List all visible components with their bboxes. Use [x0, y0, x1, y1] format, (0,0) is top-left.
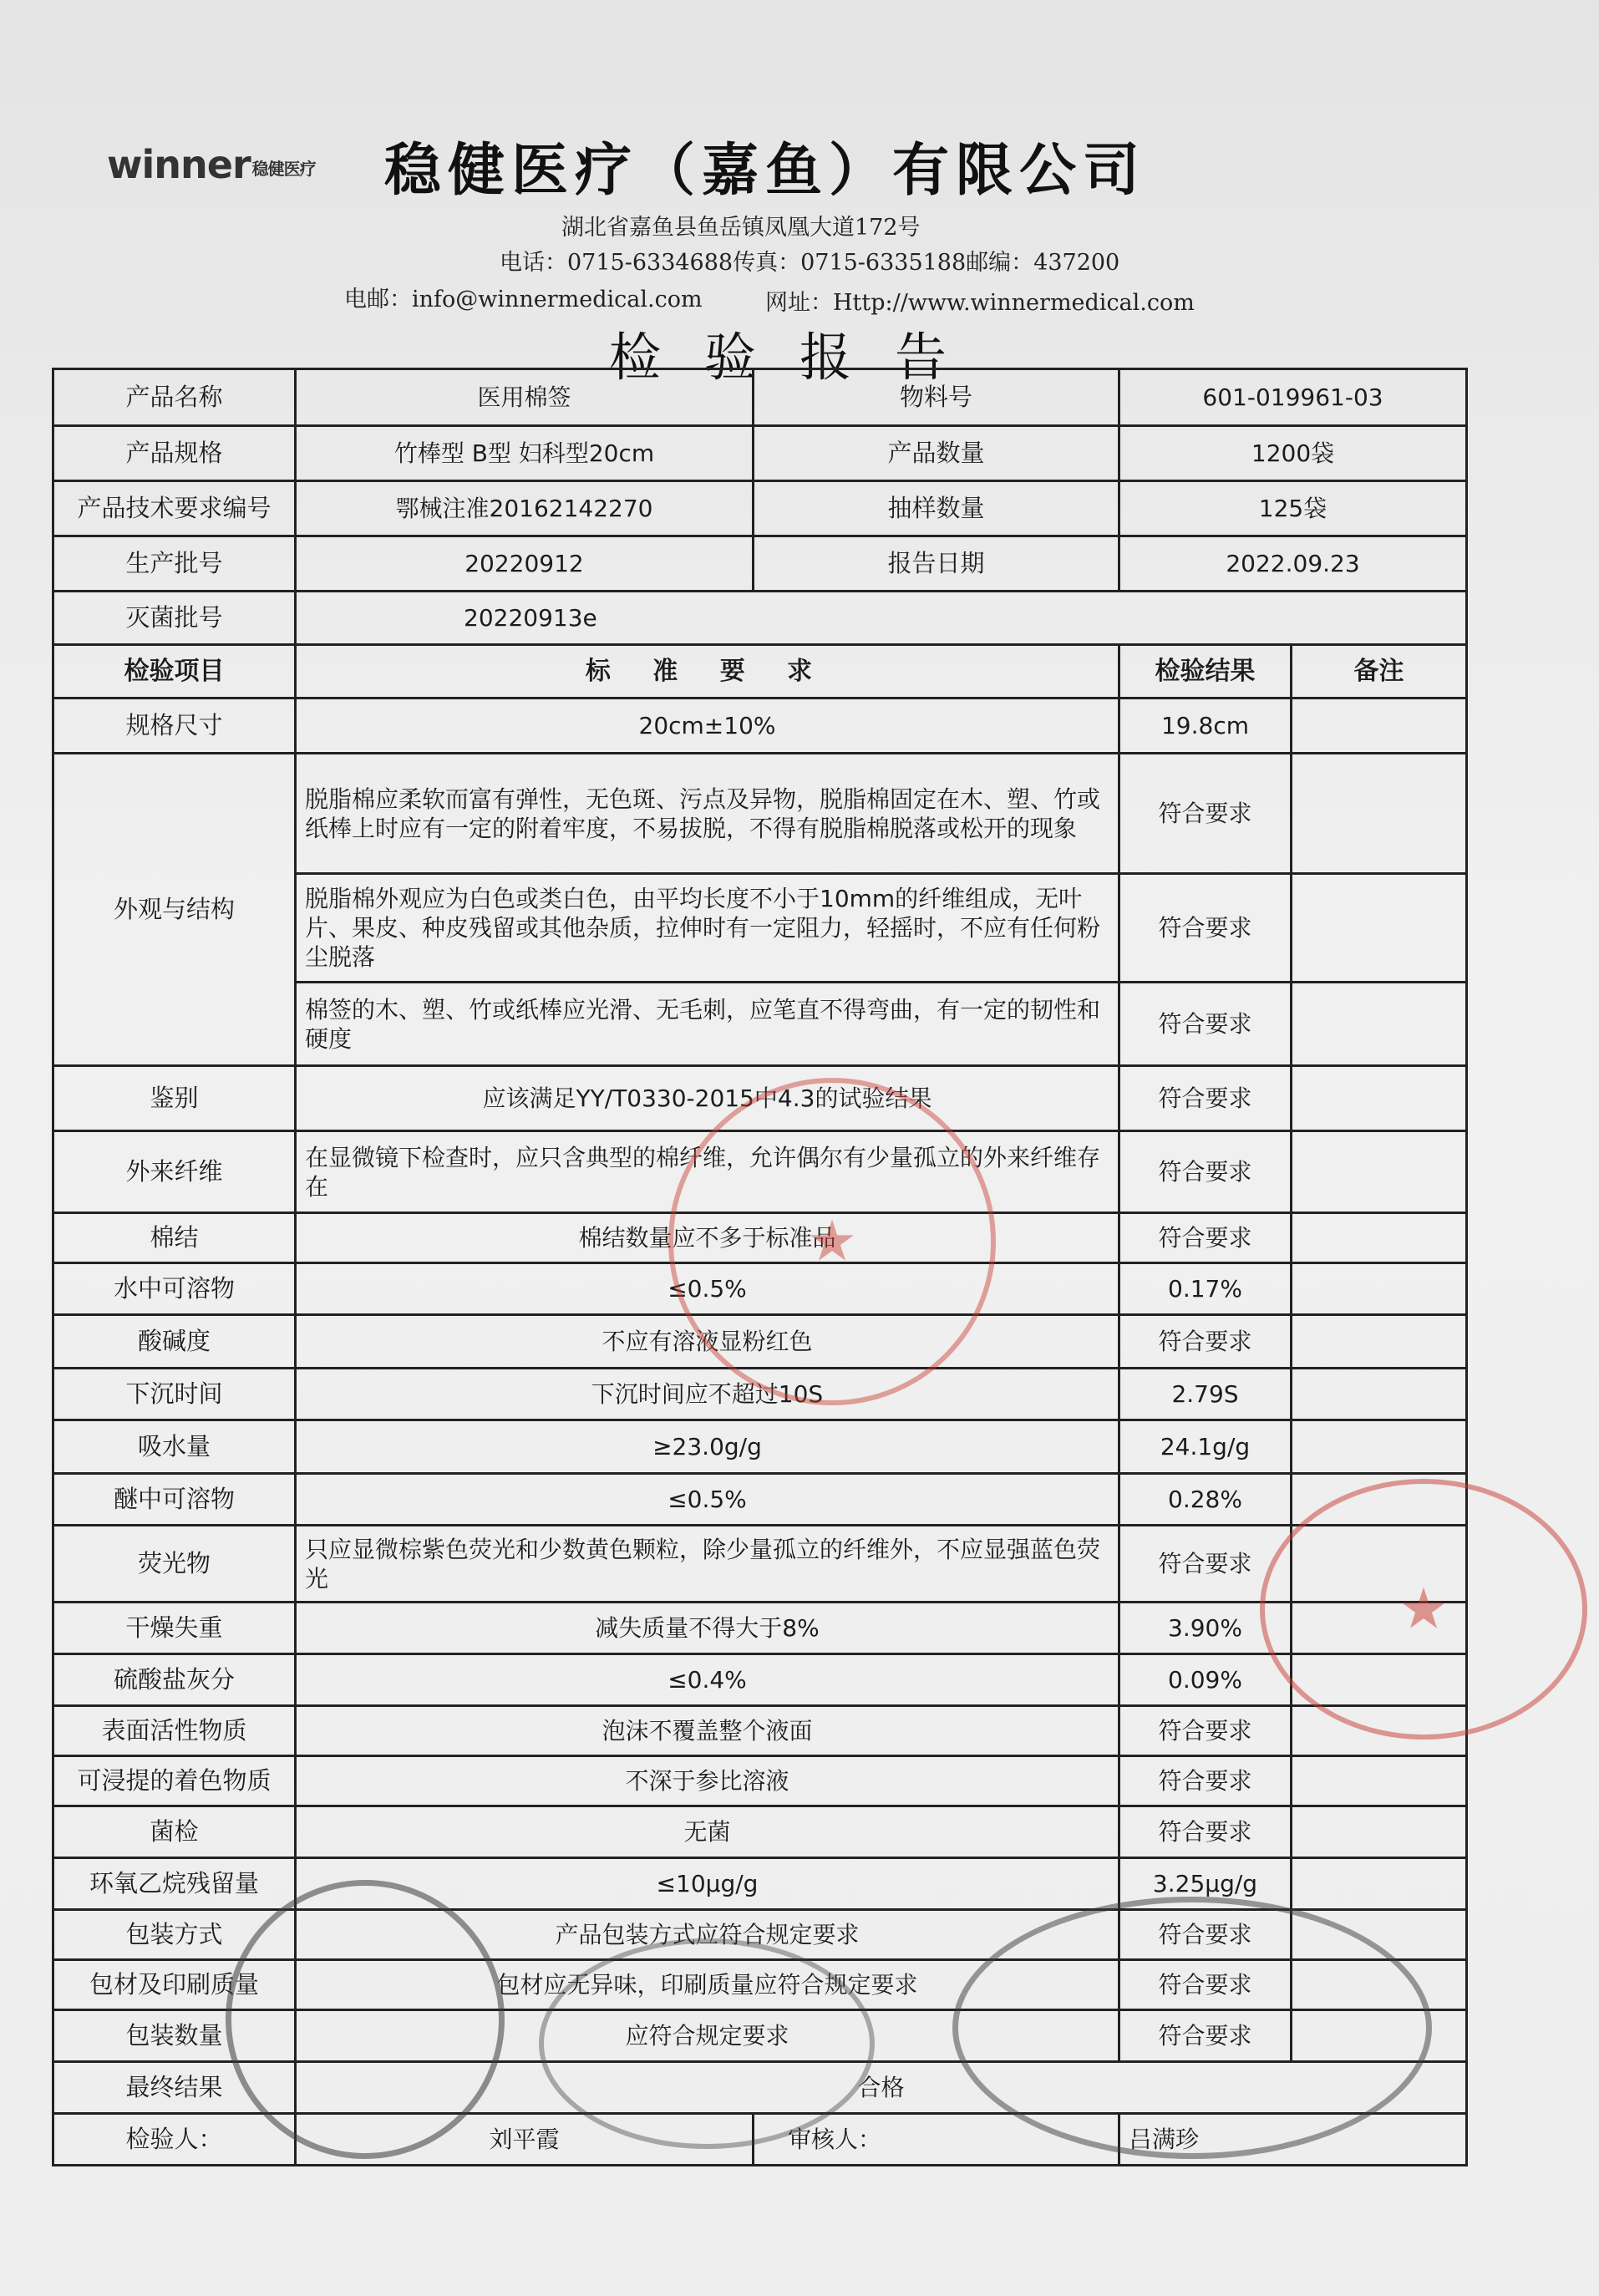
- item-remark: [1292, 1420, 1467, 1474]
- item-label: 水中可溶物: [53, 1263, 296, 1315]
- cell-label: 生产批号: [53, 536, 296, 592]
- item-remark: [1292, 1315, 1467, 1369]
- item-result: 符合要求: [1119, 1213, 1292, 1263]
- star-icon: ★: [810, 1212, 855, 1271]
- company-address: 湖北省嘉鱼县鱼岳镇凤凰大道172号: [561, 215, 921, 241]
- table-row: [53, 698, 1467, 754]
- item-standard: ≤0.4%: [296, 1654, 1119, 1706]
- item-standard: 下沉时间应不超过10S: [296, 1369, 1119, 1420]
- logo-cn: 稳健医疗: [251, 159, 316, 179]
- item-remark: [1292, 1706, 1467, 1756]
- table-row: [53, 426, 1467, 481]
- item-label: 吸水量: [53, 1420, 296, 1474]
- cell-value: 125袋: [1119, 481, 1467, 536]
- item-label: 包材及印刷质量: [53, 1960, 296, 2010]
- table-row: [53, 1263, 1467, 1315]
- item-standard: 只应显微棕紫色荧光和少数黄色颗粒，除少量孤立的纤维外，不应显强蓝色荧光: [296, 1526, 1119, 1603]
- item-result: 符合要求: [1119, 1706, 1292, 1756]
- item-remark: [1292, 1066, 1467, 1131]
- item-standard: 应该满足YY/T0330-2015中4.3的试验结果: [296, 1066, 1119, 1131]
- item-standard: 应符合规定要求: [296, 2010, 1119, 2062]
- item-result: 符合要求: [1119, 1756, 1292, 1806]
- item-remark: [1292, 1910, 1467, 1960]
- company-logo: [107, 142, 316, 187]
- item-remark: [1292, 754, 1467, 874]
- item-result: 19.8cm: [1119, 698, 1292, 754]
- item-remark: [1292, 1960, 1467, 2010]
- item-result: 符合要求: [1119, 1526, 1292, 1603]
- table-row: [53, 1066, 1467, 1131]
- item-standard: 不应有溶液显粉红色: [296, 1315, 1119, 1369]
- table-row: [53, 1706, 1467, 1756]
- item-label: 棉结: [53, 1213, 296, 1263]
- inspector-label: 检验人：: [53, 2114, 296, 2166]
- table-row: [53, 536, 1467, 592]
- company-name: 稳健医疗（嘉鱼）有限公司: [384, 137, 1147, 204]
- item-standard: 棉签的木、塑、竹或纸棒应光滑、无毛刺，应笔直不得弯曲，有一定的韧性和硬度: [296, 983, 1119, 1066]
- item-standard: 包材应无异味，印刷质量应符合规定要求: [296, 1960, 1119, 2010]
- item-result: 符合要求: [1119, 754, 1292, 874]
- item-label: 硫酸盐灰分: [53, 1654, 296, 1706]
- item-standard: ≤0.5%: [296, 1474, 1119, 1526]
- item-result: 符合要求: [1119, 1806, 1292, 1858]
- item-remark: [1292, 1213, 1467, 1263]
- item-remark: [1292, 1131, 1467, 1213]
- item-result: 0.09%: [1119, 1654, 1292, 1706]
- table-row: [53, 1858, 1467, 1910]
- table-row: [53, 1910, 1467, 1960]
- table-row: [53, 1603, 1467, 1654]
- table-row: [53, 1315, 1467, 1369]
- cell-value: 601-019961-03: [1119, 369, 1467, 426]
- table-row: [53, 1960, 1467, 2010]
- item-label: 规格尺寸: [53, 698, 296, 754]
- item-label: 可浸提的着色物质: [53, 1756, 296, 1806]
- item-remark: [1292, 1369, 1467, 1420]
- item-remark: [1292, 1756, 1467, 1806]
- cell-value: 20220912: [296, 536, 754, 592]
- table-row: [53, 1420, 1467, 1474]
- signature-row: [53, 2114, 1467, 2166]
- item-standard: 泡沫不覆盖整个液面: [296, 1706, 1119, 1756]
- table-row: [53, 2010, 1467, 2062]
- cell-label: 产品规格: [53, 426, 296, 481]
- item-result: 符合要求: [1119, 1910, 1292, 1960]
- cell-value: 竹棒型 B型 妇科型20cm: [296, 426, 754, 481]
- item-result: 符合要求: [1119, 983, 1292, 1066]
- table-row: [53, 1654, 1467, 1706]
- item-label: 外观与结构: [53, 754, 296, 1066]
- table-row: [53, 1474, 1467, 1526]
- item-remark: [1292, 874, 1467, 983]
- item-standard: ≤0.5%: [296, 1263, 1119, 1315]
- item-remark: [1292, 2010, 1467, 2062]
- table-row: [53, 754, 1467, 874]
- item-result: 3.90%: [1119, 1603, 1292, 1654]
- table-row: [53, 1213, 1467, 1263]
- table-row: [53, 1369, 1467, 1420]
- item-result: 0.17%: [1119, 1263, 1292, 1315]
- item-result: 符合要求: [1119, 1960, 1292, 2010]
- item-standard: 脱脂棉应柔软而富有弹性，无色斑、污点及异物，脱脂棉固定在木、塑、竹或纸棒上时应有一定的附着牢度，不易拔脱，不得有脱脂棉脱落或松开的现象: [296, 754, 1119, 874]
- item-remark: [1292, 983, 1467, 1066]
- item-result: 符合要求: [1119, 1066, 1292, 1131]
- table-header-row: [53, 645, 1467, 698]
- item-result: 0.28%: [1119, 1474, 1292, 1526]
- header-standard: 标 准 要 求: [296, 645, 1119, 698]
- star-icon: ★: [1401, 1580, 1446, 1638]
- table-row: [53, 1756, 1467, 1806]
- item-standard: 无菌: [296, 1806, 1119, 1858]
- cell-label: 灭菌批号: [53, 592, 296, 645]
- cell-value: 鄂械注准20162142270: [296, 481, 754, 536]
- item-label: 表面活性物质: [53, 1706, 296, 1756]
- header-remark: 备注: [1292, 645, 1467, 698]
- header-item: 检验项目: [53, 645, 296, 698]
- cell-label: 报告日期: [754, 536, 1119, 592]
- item-standard: 减失质量不得大于8%: [296, 1603, 1119, 1654]
- item-standard: 脱脂棉外观应为白色或类白色，由平均长度不小于10mm的纤维组成，无叶片、果皮、种皮残留或其他杂质，拉伸时有一定阻力，轻摇时，不应有任何粉尘脱落: [296, 874, 1119, 983]
- item-standard: ≤10μg/g: [296, 1858, 1119, 1910]
- item-result: 24.1g/g: [1119, 1420, 1292, 1474]
- item-label: 菌检: [53, 1806, 296, 1858]
- inspection-table: [52, 368, 1468, 2166]
- item-label: 下沉时间: [53, 1369, 296, 1420]
- cell-label: 产品名称: [53, 369, 296, 426]
- item-result: 2.79S: [1119, 1369, 1292, 1420]
- item-label: 干燥失重: [53, 1603, 296, 1654]
- logo-text: winner: [107, 142, 251, 187]
- item-result: 符合要求: [1119, 1315, 1292, 1369]
- cell-value: 20220913e: [296, 592, 1467, 645]
- company-phone: 电话：0715-6334688传真：0715-6335188邮编：437200: [500, 250, 1120, 276]
- item-remark: [1292, 1858, 1467, 1910]
- item-remark: [1292, 1263, 1467, 1315]
- company-website: 网址：Http://www.winnermedical.com: [765, 290, 1195, 316]
- item-remark: [1292, 1474, 1467, 1526]
- item-result: 符合要求: [1119, 2010, 1292, 2062]
- reviewer-name: 吕满珍: [1119, 2114, 1467, 2166]
- item-standard: 不深于参比溶液: [296, 1756, 1119, 1806]
- item-standard: 在显微镜下检查时，应只含典型的棉纤维，允许偶尔有少量孤立的外来纤维存在: [296, 1131, 1119, 1213]
- table-row: [53, 1131, 1467, 1213]
- table-row: [53, 592, 1467, 645]
- table-row: [53, 1806, 1467, 1858]
- cell-label: 产品数量: [754, 426, 1119, 481]
- item-result: 符合要求: [1119, 1131, 1292, 1213]
- item-result: 3.25μg/g: [1119, 1858, 1292, 1910]
- cell-value: 2022.09.23: [1119, 536, 1467, 592]
- company-email: 电邮：info@winnermedical.com: [344, 287, 703, 312]
- item-label: 包装数量: [53, 2010, 296, 2062]
- item-standard: ≥23.0g/g: [296, 1420, 1119, 1474]
- item-standard: 20cm±10%: [296, 698, 1119, 754]
- report-title: 检验报告: [608, 327, 990, 388]
- item-result: 符合要求: [1119, 874, 1292, 983]
- item-remark: [1292, 1654, 1467, 1706]
- header-result: 检验结果: [1119, 645, 1292, 698]
- table-row: [53, 369, 1467, 426]
- item-remark: [1292, 1526, 1467, 1603]
- table-row: [53, 481, 1467, 536]
- reviewer-label: 审核人：: [754, 2114, 1119, 2166]
- item-label: 醚中可溶物: [53, 1474, 296, 1526]
- cell-value: 1200袋: [1119, 426, 1467, 481]
- item-label: 环氧乙烷残留量: [53, 1858, 296, 1910]
- item-label: 最终结果: [53, 2062, 296, 2114]
- item-remark: [1292, 1603, 1467, 1654]
- item-standard: 棉结数量应不多于标准品: [296, 1213, 1119, 1263]
- cell-value: 医用棉签: [296, 369, 754, 426]
- table-row: [53, 2062, 1467, 2114]
- table-row: [53, 1526, 1467, 1603]
- item-remark: [1292, 1806, 1467, 1858]
- final-result: 合格: [296, 2062, 1467, 2114]
- item-label: 酸碱度: [53, 1315, 296, 1369]
- item-remark: [1292, 698, 1467, 754]
- inspector-name: 刘平霞: [296, 2114, 754, 2166]
- cell-label: 产品技术要求编号: [53, 481, 296, 536]
- item-standard: 产品包装方式应符合规定要求: [296, 1910, 1119, 1960]
- cell-label: 抽样数量: [754, 481, 1119, 536]
- item-label: 鉴别: [53, 1066, 296, 1131]
- item-label: 包装方式: [53, 1910, 296, 1960]
- cell-label: 物料号: [754, 369, 1119, 426]
- item-label: 外来纤维: [53, 1131, 296, 1213]
- item-label: 荧光物: [53, 1526, 296, 1603]
